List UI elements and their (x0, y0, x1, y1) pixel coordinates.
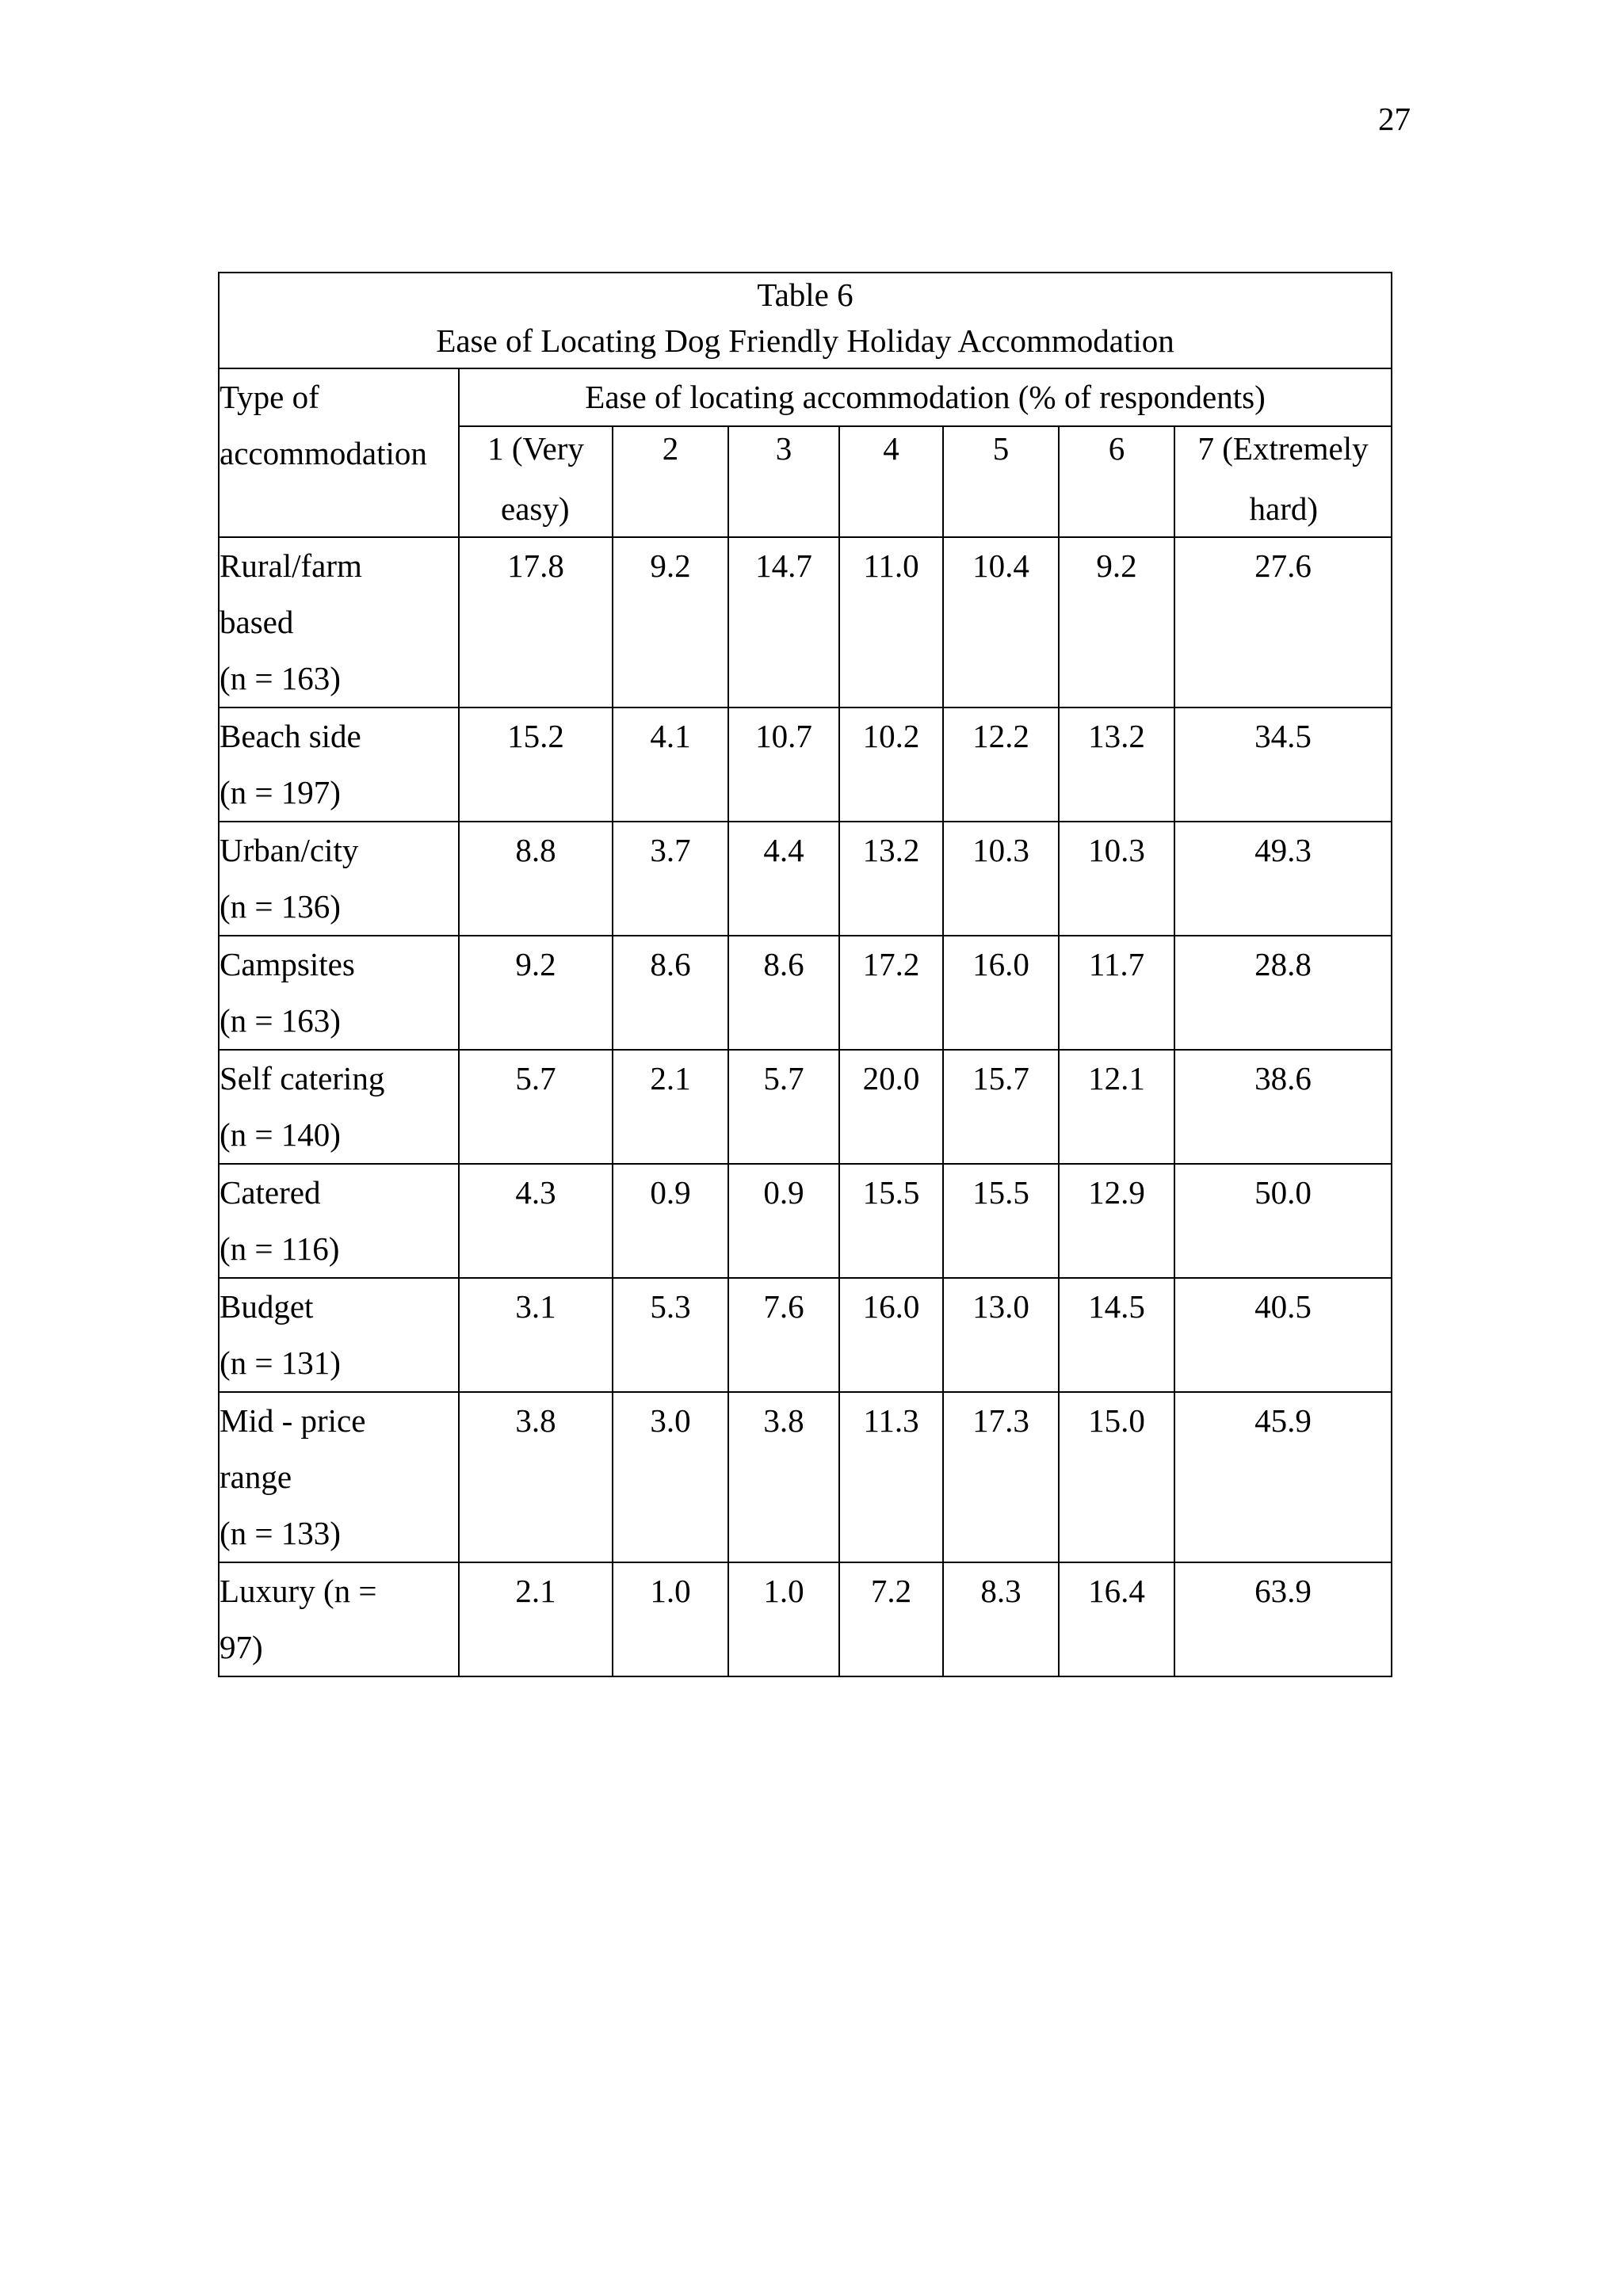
value-cell: 10.3 (943, 822, 1059, 936)
row-header-line: accommodation (220, 435, 427, 471)
value-cell: 8.6 (728, 936, 839, 1050)
table-title: Ease of Locating Dog Friendly Holiday Accommodation (436, 322, 1174, 359)
value-cell: 10.4 (943, 537, 1059, 707)
row-label (219, 537, 459, 707)
value-cell: 7.2 (839, 1562, 943, 1676)
table-row (219, 1392, 1392, 1562)
value-cell: 15.2 (459, 707, 613, 822)
value-cell: 12.9 (1059, 1164, 1174, 1278)
value-cell: 3.7 (613, 822, 728, 936)
value-cell: 14.5 (1059, 1278, 1174, 1392)
value-cell: 4.4 (728, 822, 839, 936)
level-header-7 (1174, 426, 1392, 537)
row-label (219, 707, 459, 822)
value-cell: 15.0 (1059, 1392, 1174, 1562)
value-cell: 5.7 (459, 1050, 613, 1164)
level-header-1 (459, 426, 613, 537)
value-cell: 20.0 (839, 1050, 943, 1164)
value-cell: 5.3 (613, 1278, 728, 1392)
row-label-line: range (220, 1459, 292, 1495)
value-cell: 2.1 (459, 1562, 613, 1676)
value-cell: 63.9 (1174, 1562, 1392, 1676)
row-label (219, 1392, 459, 1562)
value-cell: 40.5 (1174, 1278, 1392, 1392)
value-cell: 17.3 (943, 1392, 1059, 1562)
value-cell: 3.8 (728, 1392, 839, 1562)
value-cell: 7.6 (728, 1278, 839, 1392)
value-cell: 8.3 (943, 1562, 1059, 1676)
table-caption (219, 273, 1392, 368)
level-header-5: 5 (943, 426, 1059, 537)
value-cell: 28.8 (1174, 936, 1392, 1050)
value-cell: 38.6 (1174, 1050, 1392, 1164)
value-cell: 17.8 (459, 537, 613, 707)
table-row (219, 1050, 1392, 1164)
level-header-4: 4 (839, 426, 943, 537)
table-row (219, 537, 1392, 707)
value-cell: 13.0 (943, 1278, 1059, 1392)
row-label (219, 1562, 459, 1676)
value-cell: 8.8 (459, 822, 613, 936)
value-cell: 10.3 (1059, 822, 1174, 936)
level-header-6: 6 (1059, 426, 1174, 537)
level-header-line: easy) (501, 490, 570, 527)
value-cell: 16.0 (839, 1278, 943, 1392)
row-label-line: Mid - price (220, 1402, 366, 1439)
value-cell: 49.3 (1174, 822, 1392, 936)
value-cell: 9.2 (459, 936, 613, 1050)
table-row (219, 822, 1392, 936)
row-label (219, 1278, 459, 1392)
value-cell: 5.7 (728, 1050, 839, 1164)
row-label-line: Urban/city (220, 832, 359, 868)
level-header-line: 7 (Extremely (1197, 430, 1369, 467)
value-cell: 11.3 (839, 1392, 943, 1562)
group-header-row (219, 368, 1392, 426)
row-label-line: Self catering (220, 1060, 385, 1097)
row-label-line: (n = 136) (220, 888, 341, 925)
value-cell: 17.2 (839, 936, 943, 1050)
value-cell: 11.7 (1059, 936, 1174, 1050)
row-label-line: Catered (220, 1174, 321, 1211)
ease-of-locating-table (218, 272, 1392, 1677)
row-label (219, 822, 459, 936)
row-label-line: (n = 131) (220, 1344, 341, 1381)
value-cell: 16.4 (1059, 1562, 1174, 1676)
row-label-line: Rural/farm (220, 547, 362, 584)
row-label-line: 97) (220, 1629, 263, 1665)
value-cell: 27.6 (1174, 537, 1392, 707)
row-label-line: (n = 163) (220, 660, 341, 696)
value-cell: 13.2 (839, 822, 943, 936)
value-cell: 10.2 (839, 707, 943, 822)
table-row (219, 936, 1392, 1050)
value-cell: 13.2 (1059, 707, 1174, 822)
row-label-line: Budget (220, 1288, 314, 1325)
value-cell: 34.5 (1174, 707, 1392, 822)
row-header-line: Type of (220, 379, 319, 415)
level-header-line: 1 (Very (487, 430, 584, 467)
value-cell: 3.0 (613, 1392, 728, 1562)
value-cell: 4.1 (613, 707, 728, 822)
value-cell: 1.0 (613, 1562, 728, 1676)
value-cell: 15.5 (839, 1164, 943, 1278)
value-cell: 0.9 (728, 1164, 839, 1278)
level-header-2: 2 (613, 426, 728, 537)
level-header-line: hard) (1249, 490, 1319, 527)
row-label (219, 936, 459, 1050)
row-label-line: Campsites (220, 946, 355, 982)
value-cell: 1.0 (728, 1562, 839, 1676)
row-label (219, 1050, 459, 1164)
value-cell: 15.5 (943, 1164, 1059, 1278)
row-label-line: (n = 116) (220, 1230, 340, 1267)
table-row (219, 1278, 1392, 1392)
value-cell: 9.2 (613, 537, 728, 707)
value-cell: 15.7 (943, 1050, 1059, 1164)
value-cell: 8.6 (613, 936, 728, 1050)
value-cell: 16.0 (943, 936, 1059, 1050)
row-label-line: (n = 197) (220, 774, 341, 810)
value-cell: 11.0 (839, 537, 943, 707)
value-cell: 12.2 (943, 707, 1059, 822)
value-cell: 45.9 (1174, 1392, 1392, 1562)
value-cell: 12.1 (1059, 1050, 1174, 1164)
value-cell: 2.1 (613, 1050, 728, 1164)
table-number: Table 6 (757, 277, 854, 313)
row-label-line: (n = 163) (220, 1002, 341, 1039)
value-cell: 3.1 (459, 1278, 613, 1392)
row-header-cell (219, 368, 459, 537)
value-cell: 4.3 (459, 1164, 613, 1278)
row-label-line: based (220, 604, 294, 640)
group-header: Ease of locating accommodation (% of respondents) (459, 368, 1392, 426)
table-row (219, 1164, 1392, 1278)
level-header-3: 3 (728, 426, 839, 537)
row-label-line: Luxury (n = (220, 1573, 377, 1609)
row-label-line: (n = 133) (220, 1515, 341, 1551)
page-number: 27 (1378, 101, 1411, 137)
value-cell: 14.7 (728, 537, 839, 707)
row-label (219, 1164, 459, 1278)
row-label-line: Beach side (220, 718, 361, 754)
value-cell: 0.9 (613, 1164, 728, 1278)
value-cell: 3.8 (459, 1392, 613, 1562)
value-cell: 9.2 (1059, 537, 1174, 707)
value-cell: 50.0 (1174, 1164, 1392, 1278)
value-cell: 10.7 (728, 707, 839, 822)
table-row (219, 707, 1392, 822)
caption-row (219, 273, 1392, 368)
row-label-line: (n = 140) (220, 1116, 341, 1153)
table-row (219, 1562, 1392, 1676)
